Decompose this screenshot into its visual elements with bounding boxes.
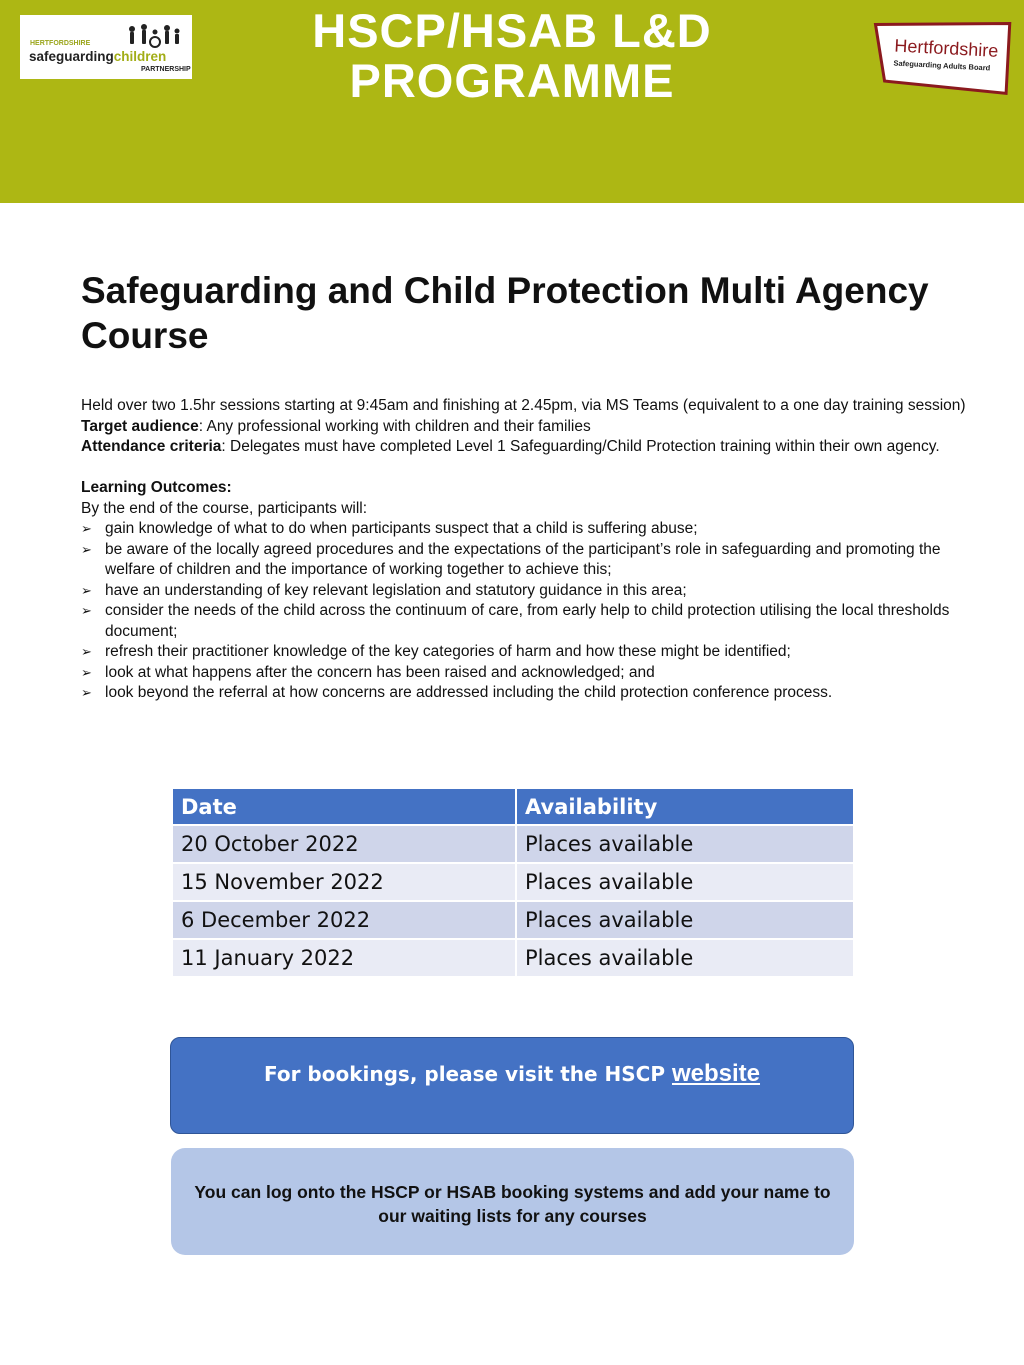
arrow-bullet-icon: ➢ [81, 664, 92, 680]
cell-availability: Places available [516, 863, 854, 901]
arrow-bullet-icon: ➢ [81, 521, 92, 536]
cell-availability: Places available [516, 901, 854, 939]
arrow-bullet-icon: ➢ [81, 541, 92, 557]
course-description [81, 396, 976, 704]
list-item: ➢ look beyond the referral at how concerns are addressed including the child protection conference process. [81, 683, 976, 704]
list-item: ➢ look at what happens after the concern has been raised and acknowledged; and [81, 663, 976, 684]
outcomes-heading: Learning Outcomes: [81, 479, 232, 496]
hertfordshire-adults-board-logo [870, 14, 1014, 95]
header-banner [0, 0, 1024, 203]
table-row [172, 863, 854, 901]
cell-availability: Places available [516, 825, 854, 863]
arrow-bullet-icon: ➢ [81, 644, 92, 659]
outcomes-list [81, 519, 976, 704]
table-row [172, 901, 854, 939]
cell-date: 15 November 2022 [172, 863, 516, 901]
logo-left-small-text: HERTFORDSHIRE [30, 40, 91, 47]
waiting-list-text: You can log onto the HSCP or HSAB booking systems and add your name to our waiting lists for any courses [194, 1182, 831, 1226]
booking-box [170, 1037, 854, 1134]
list-item: ➢ refresh their practitioner knowledge of the key categories of harm and how these might be identified; [81, 642, 976, 663]
cell-date: 20 October 2022 [172, 825, 516, 863]
logo-right-title: Hertfordshire [893, 35, 999, 61]
logo-right-subtitle: Safeguarding Adults Board [893, 58, 991, 73]
table-row [172, 825, 854, 863]
table-row [172, 939, 854, 977]
cell-date: 6 December 2022 [172, 901, 516, 939]
list-item: ➢ have an understanding of key relevant legislation and statutory guidance in this area; [81, 581, 976, 602]
logo-left-partnership: PARTNERSHIP [141, 66, 191, 73]
header-date: Date [172, 788, 516, 825]
list-item: ➢ be aware of the locally agreed procedures and the expectations of the participant’s role in safeguarding and promoting the welfare of children and the importance of working together to achieve this; [81, 540, 941, 578]
booking-text: For bookings, please visit the HSCP [263, 1062, 672, 1086]
safeguarding-children-partnership-logo [20, 15, 192, 79]
list-item: ➢ gain knowledge of what to do when participants suspect that a child is suffering abuse; [81, 519, 976, 540]
website-link[interactable]: website [671, 1060, 761, 1087]
header-availability: Availability [516, 788, 854, 825]
arrow-bullet-icon: ➢ [81, 685, 92, 700]
arrow-bullet-icon: ➢ [81, 582, 92, 598]
waiting-list-box [171, 1148, 854, 1255]
page-title-line1: HSCP/HSAB L&D [312, 4, 712, 57]
table-header-row [172, 788, 854, 825]
outcomes-intro: By the end of the course, participants will: [81, 499, 368, 517]
cell-availability: Places available [516, 939, 854, 977]
cell-date: 11 January 2022 [172, 939, 516, 977]
attendance-criteria: Attendance criteria: Delegates must have completed Level 1 Safeguarding/Child Protection training within their own agency. [81, 438, 940, 455]
list-item: ➢ consider the needs of the child across the continuum of care, from early help to child protection utilising the local thresholds document; [81, 602, 950, 640]
dates-table [171, 787, 855, 978]
page-title [240, 6, 784, 106]
course-title: Safeguarding and Child Protection Multi Agency Course [81, 270, 929, 356]
page-title-line2: PROGRAMME [349, 54, 675, 107]
target-audience: Target audience: Any professional working with children and their families [81, 417, 591, 435]
arrow-bullet-icon: ➢ [81, 603, 92, 618]
logo-left-brand: safeguardingchildren [29, 49, 167, 64]
booking-text-line [171, 1060, 853, 1088]
session-info: Held over two 1.5hr sessions starting at 9:45am and finishing at 2.45pm, via MS Teams (equivalent to a one day training session) [81, 397, 966, 414]
